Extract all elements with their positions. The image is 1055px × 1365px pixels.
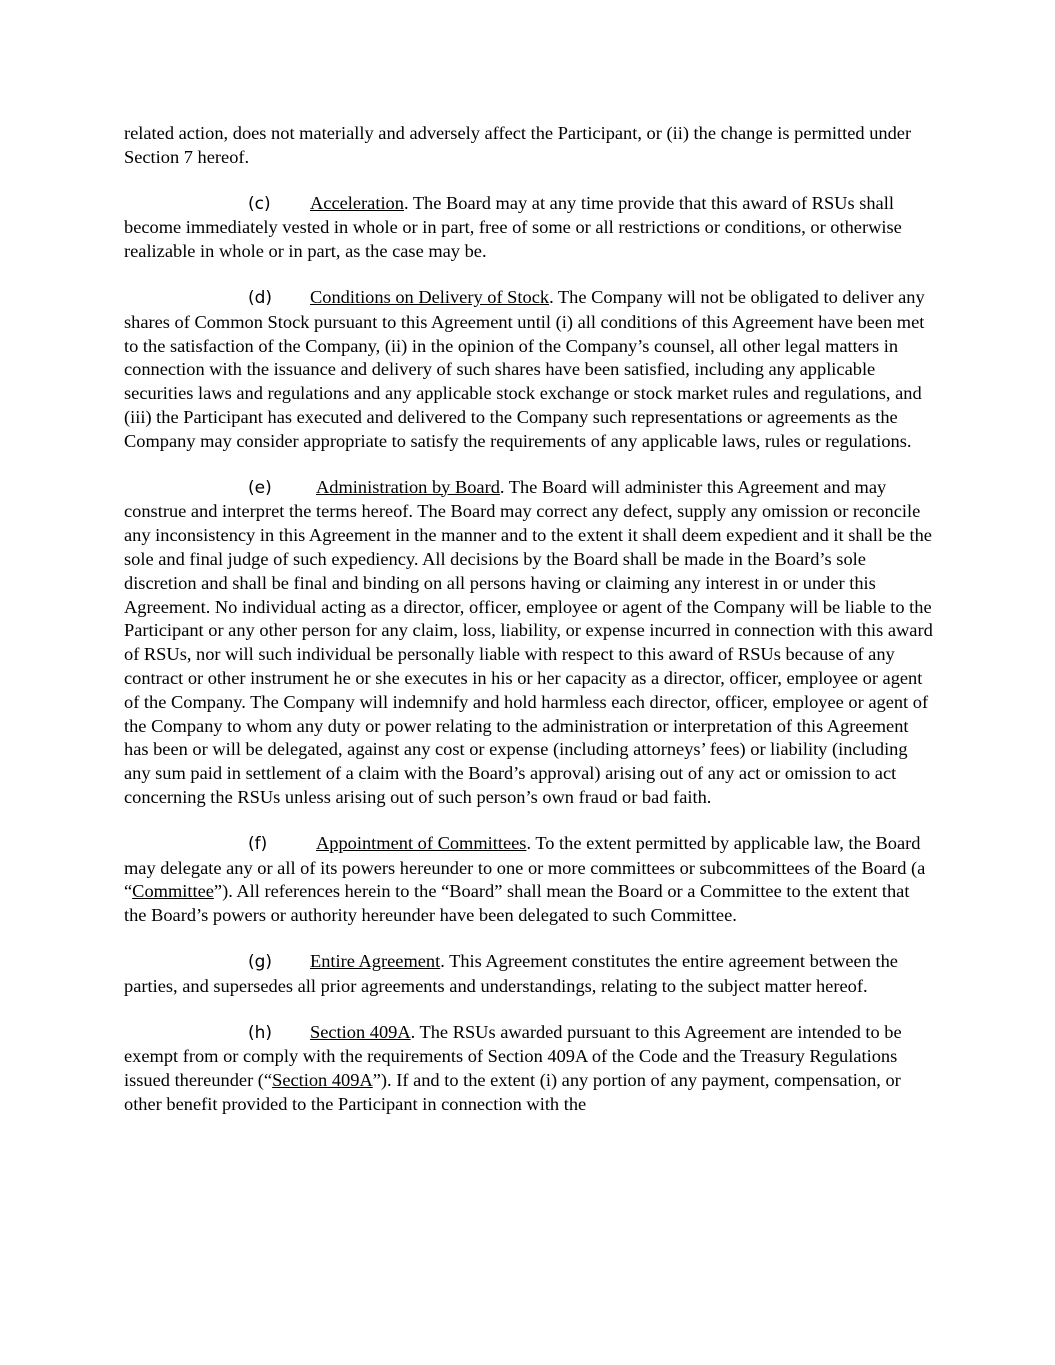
section-g-heading: Entire Agreement <box>310 950 441 971</box>
section-d <box>124 286 936 454</box>
section-d-heading: Conditions on Delivery of Stock <box>310 286 550 307</box>
document-page <box>124 122 936 1139</box>
section-f <box>124 832 936 928</box>
section-h-defined-term: Section 409A <box>272 1070 373 1091</box>
section-d-body: . The Company will not be obligated to deliver any shares of Common Stock pursuant to this Agreement until (i) all conditions of this Agreement have been met to the satisfaction of the Company, (ii) in the opinion of the Company’s counsel, all other legal matters in connection with the issuance and delivery of such shares have been satisfied, including any applicable securities laws and regulations and any applicable stock exchange or stock market rules and regulations, and (iii) the Participant has executed and delivered to the Company such representations or agreements as the Company may consider appropriate to satisfy the requirements of any applicable laws, rules or regulations. <box>124 286 925 451</box>
section-f-defined-term: Committee <box>132 881 214 902</box>
section-c <box>124 192 936 264</box>
continuation-paragraph <box>124 122 936 170</box>
section-e-heading: Administration by Board <box>316 476 500 497</box>
section-g <box>124 950 936 999</box>
section-c-heading: Acceleration <box>310 192 404 213</box>
section-h-marker: (h) <box>248 1022 273 1043</box>
section-h <box>124 1021 936 1117</box>
section-g-marker: (g) <box>248 951 273 972</box>
section-f-marker: (f) <box>248 833 268 854</box>
section-e <box>124 476 936 810</box>
section-e-body: . The Board will administer this Agreement and may construe and interpret the terms hereof. The Board may correct any defect, supply any omission or reconcile any inconsistency in this Agreement in the manner and to the extent it shall deem expedient and it shall be the sole and final judge of such expediency. All decisions by the Board shall be made in the Board’s sole discretion and shall be final and binding on all persons having or claiming any interest in or under this Agreement. No individual acting as a director, officer, employee or agent of the Company will be liable to the Participant or any other person for any claim, loss, liability, or expense incurred in connection with this award of RSUs, nor will such individual be personally liable with respect to this award of RSUs because of any contract or other instrument he or she executes in his or her capacity as a director, officer, employee or agent of the Company. The Company will indemnify and hold harmless each director, officer, employee or agent of the Company to whom any duty or power relating to the administration or interpretation of this Agreement has been or will be delegated, against any cost or expense (including attorneys’ fees) or liability (including any sum paid in settlement of a claim with the Board’s approval) arising out of any act or omission to act concerning the RSUs unless arising out of such person’s own fraud or bad faith. <box>124 476 933 807</box>
section-c-marker: (c) <box>248 193 271 214</box>
section-h-body-post: ”). If and to the extent (i) any portion of any payment, compensation, or other benefit provided to the Participant in connection with the <box>124 1070 901 1114</box>
continuation-text: related action, does not materially and adversely affect the Participant, or (ii) the change is permitted under Section 7 hereof. <box>124 123 912 167</box>
section-e-marker: (e) <box>248 477 272 498</box>
section-g-body: . This Agreement constitutes the entire agreement between the parties, and supersedes all prior agreements and understandings, relating to the subject matter hereof. <box>124 950 898 996</box>
section-f-body-post: ”). All references herein to the “Board” shall mean the Board or a Committee to the extent that the Board’s powers or authority hereunder have been delegated to such Committee. <box>124 881 910 926</box>
section-c-body: . The Board may at any time provide that this award of RSUs shall become immediately vested in whole or in part, free of some or all restrictions or conditions, or otherwise realizable in whole or in part, as the case may be. <box>124 192 902 262</box>
section-h-heading: Section 409A <box>310 1021 411 1042</box>
section-f-body-pre: . To the extent permitted by applicable law, the Board may delegate any or all of its powers hereunder to one or more committees or subcommittees of the Board (a “ <box>124 832 926 902</box>
section-d-marker: (d) <box>248 287 273 308</box>
section-h-body-pre: . The RSUs awarded pursuant to this Agreement are intended to be exempt from or comply with the requirements of Section 409A of the Code and the Treasury Regulations issued thereunder (“ <box>124 1021 902 1091</box>
section-f-heading: Appointment of Committees <box>316 832 527 853</box>
